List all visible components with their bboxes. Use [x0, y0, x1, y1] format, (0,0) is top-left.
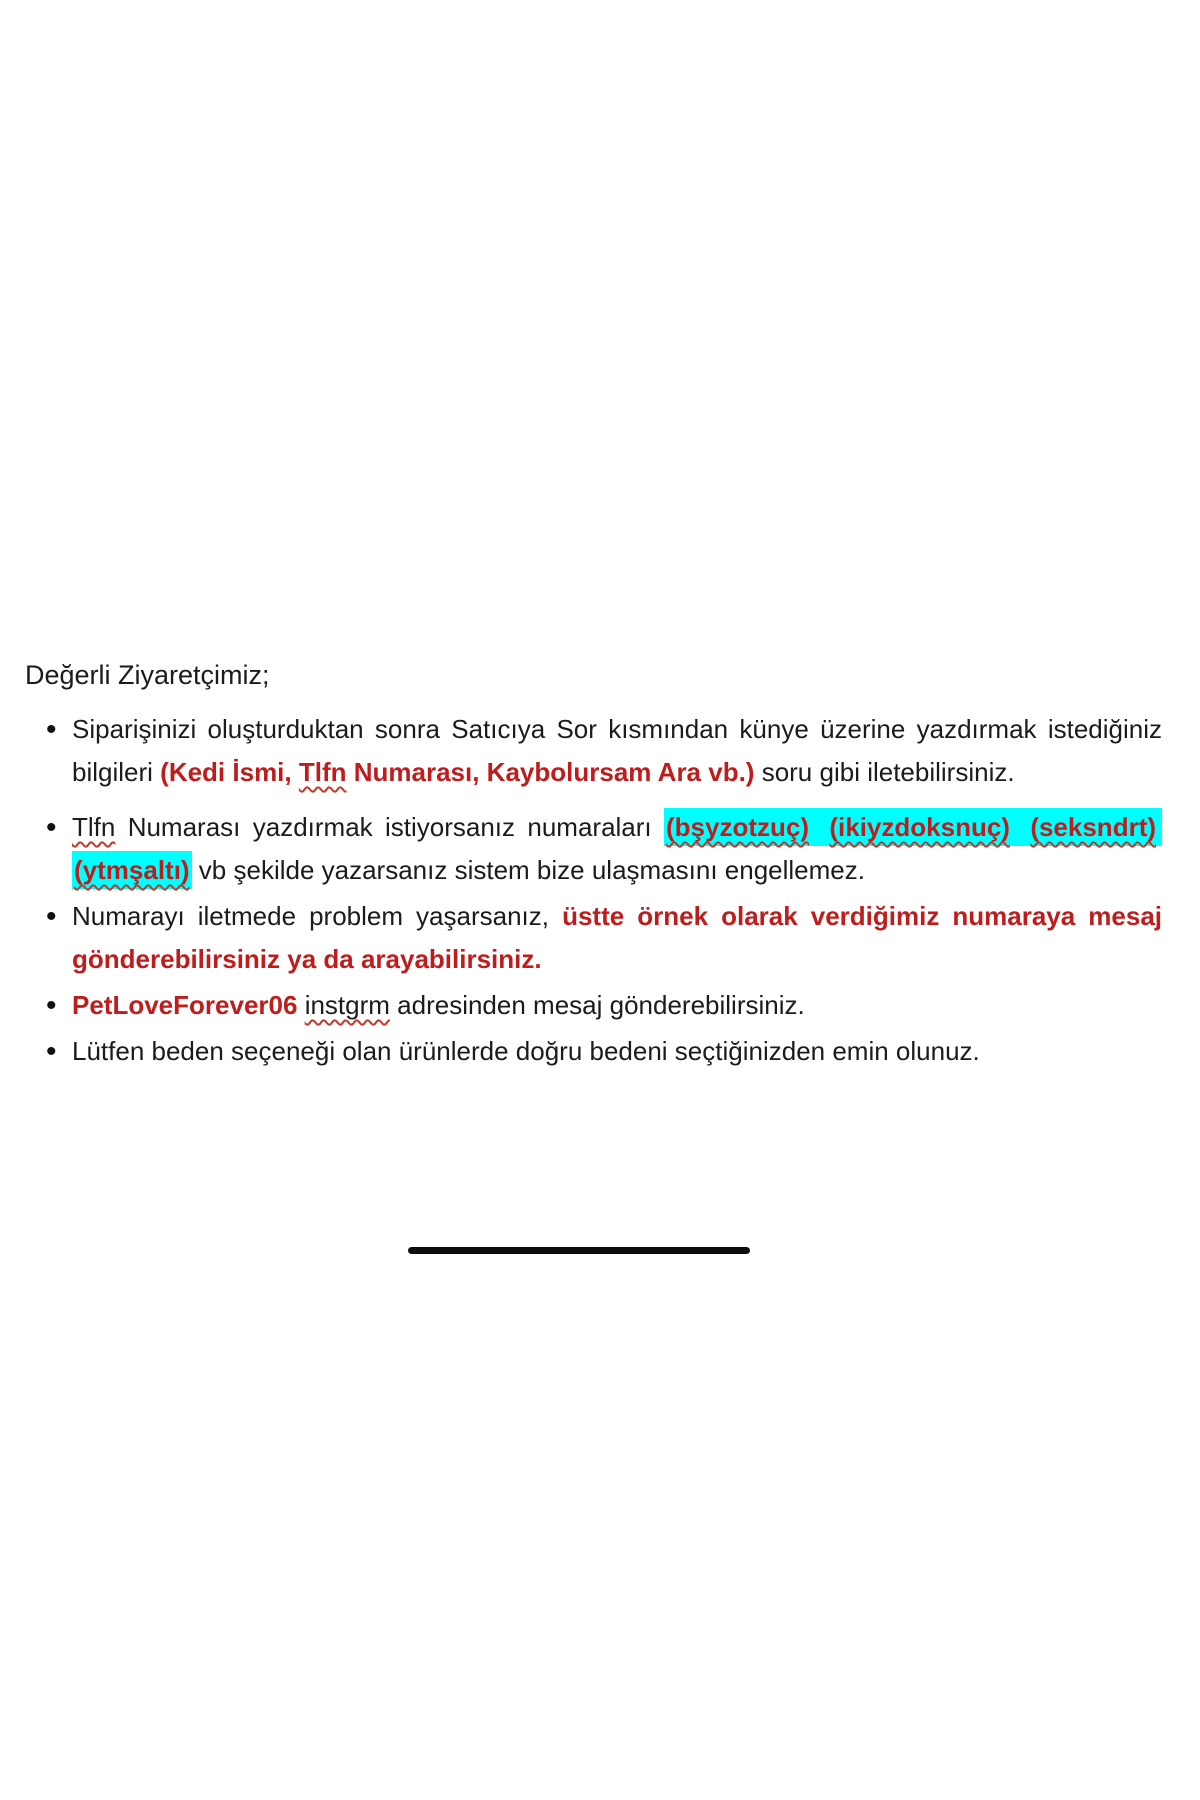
text-segment: (Kedi İsmi,	[160, 757, 299, 787]
text-segment	[297, 990, 304, 1020]
list-item	[25, 806, 1162, 892]
list-item	[25, 984, 1162, 1027]
divider-line	[408, 1247, 750, 1254]
text-segment: Tlfn	[298, 757, 347, 787]
list-item	[25, 895, 1162, 981]
text-segment: Siparişinizi oluşturduktan sonra Satıcıya Sor kısmından künye üzerine yazdırmak istediğiniz bilgileri	[72, 714, 1162, 787]
text-segment: Numarası yazdırmak istiyorsanız numaraları	[115, 812, 664, 842]
text-segment: soru gibi iletebilirsiniz.	[754, 757, 1015, 787]
text-segment: Numarayı iletmede problem yaşarsanız,	[72, 901, 563, 931]
list-item	[25, 708, 1162, 794]
text-segment: vb şekilde yazarsanız sistem bize ulaşmasını engellemez.	[191, 855, 865, 885]
text-segment: PetLoveForever06	[72, 990, 298, 1020]
text-segment: adresinden mesaj gönderebilirsiniz.	[389, 990, 805, 1020]
text-segment: (bşyzotzuç)	[664, 808, 811, 846]
text-segment	[1012, 808, 1028, 846]
text-segment: instgrm	[304, 990, 390, 1020]
bullet-list	[25, 708, 1162, 1073]
text-segment: Lütfen beden seçeneği olan ürünlerde doğru bedeni seçtiğinizden emin olunuz.	[72, 1036, 980, 1066]
list-item	[25, 1030, 1162, 1073]
document-body	[25, 654, 1162, 1076]
text-segment: üstte örnek olarak verdiğimiz numaraya mesaj gönderebilirsiniz ya da arayabilirsiniz.	[72, 901, 1162, 974]
text-segment: (seksndrt)	[1028, 808, 1158, 846]
text-segment	[811, 808, 827, 846]
text-segment: (ikiyzdoksnuç)	[827, 808, 1012, 846]
text-segment: Numarası, Kaybolursam Ara vb.)	[346, 757, 755, 787]
text-segment	[1158, 808, 1162, 846]
text-segment: Tlfn	[72, 812, 116, 842]
text-segment: (ytmşaltı)	[72, 851, 192, 889]
greeting-heading: Değerli Ziyaretçimiz;	[25, 660, 270, 690]
